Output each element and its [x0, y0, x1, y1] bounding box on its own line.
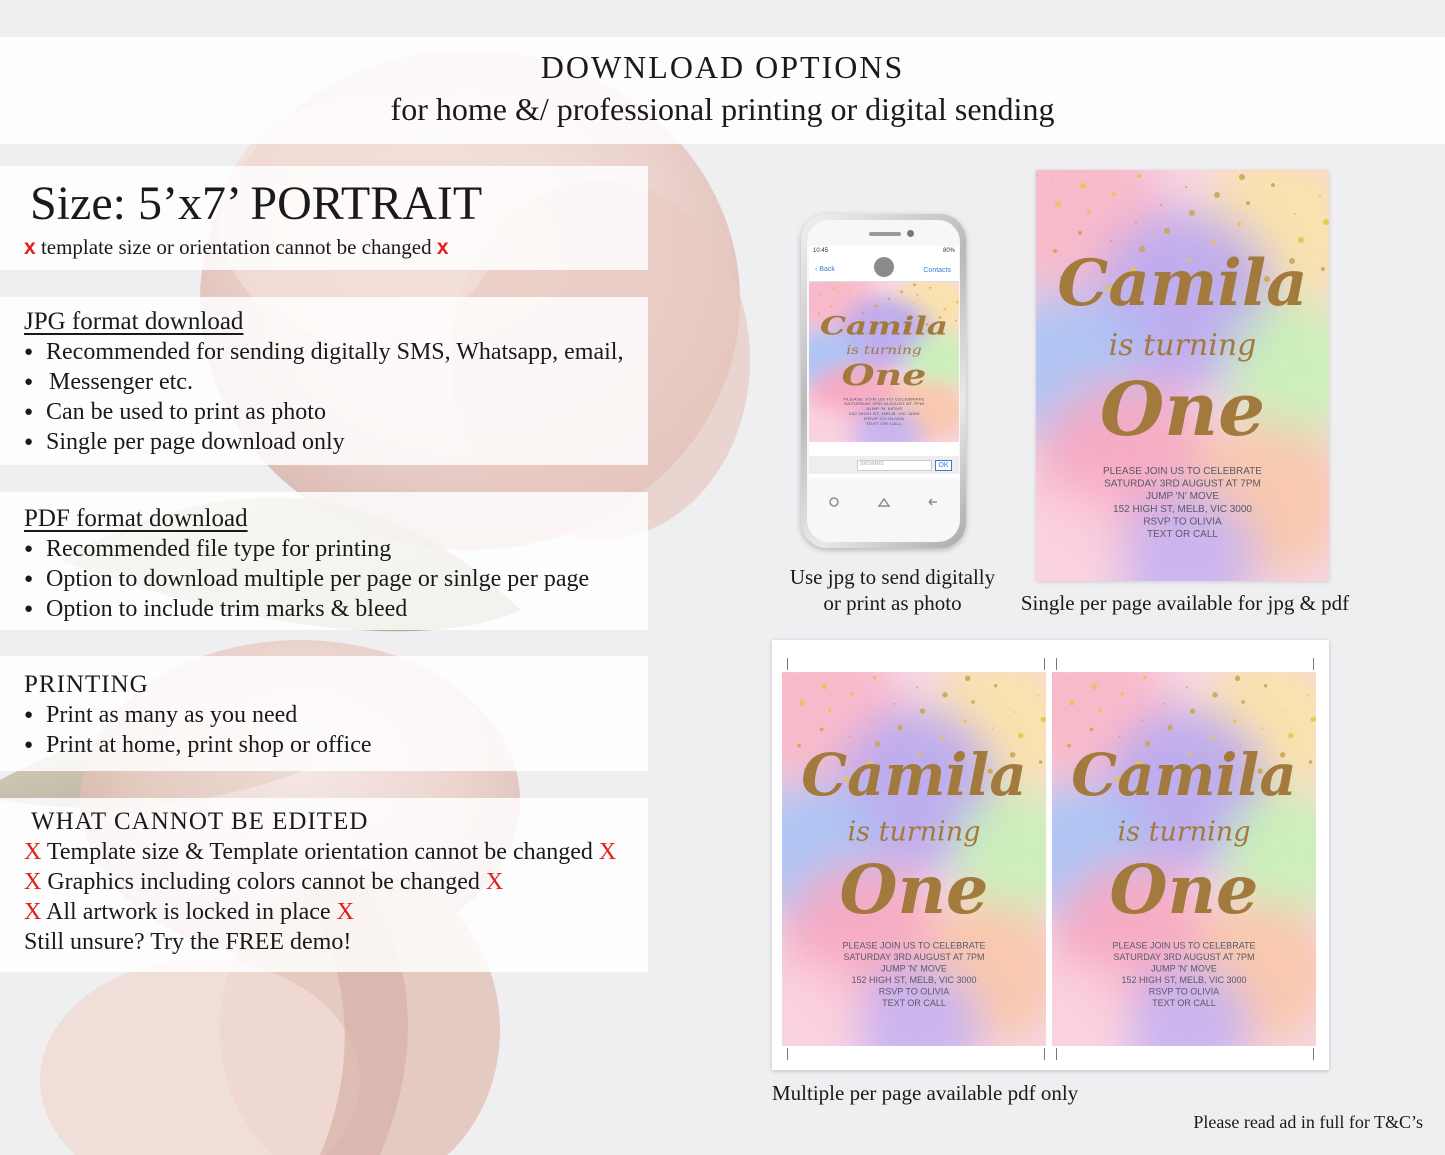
- glitter-dot: [1239, 174, 1245, 180]
- invite-age: One: [839, 849, 989, 930]
- glitter-dot: [963, 719, 967, 723]
- phone-caption: [770, 564, 1015, 616]
- glitter-dot: [848, 291, 850, 293]
- glitter-dot: [797, 744, 801, 748]
- glitter-dot: [894, 703, 896, 705]
- edit-line: [24, 897, 648, 927]
- list-item: ● Recommended file type for printing: [24, 534, 648, 564]
- glitter-dot: [847, 309, 848, 310]
- edit-line: [24, 867, 648, 897]
- glitter-dot: [1055, 201, 1061, 207]
- glitter-dot: [1323, 219, 1329, 225]
- trim-mark: [1044, 658, 1045, 670]
- single-invitation-card: [1036, 170, 1329, 581]
- glitter-dot: [831, 306, 833, 308]
- x-mark-icon: x: [24, 236, 36, 259]
- phone-mockup: [801, 214, 966, 548]
- invite-detail-line: JUMP 'N' MOVE: [1151, 963, 1217, 974]
- invite-detail-line: TEXT OR CALL: [1152, 997, 1216, 1008]
- glitter-dot: [1288, 733, 1293, 738]
- invite-detail-line: SATURDAY 3RD AUGUST AT 7PM: [1104, 478, 1261, 490]
- status-bar: [809, 246, 959, 256]
- footer-note: Please read ad in full for T&C’s: [1193, 1112, 1423, 1132]
- glitter-dot: [912, 302, 914, 304]
- glitter-dot: [955, 320, 957, 322]
- invite-detail-line: JUMP 'N' MOVE: [1145, 491, 1220, 503]
- invite-age: One: [1109, 849, 1259, 930]
- glitter-dot: [1307, 695, 1309, 697]
- invite-detail-line: RSVP TO OLIVIA: [864, 416, 904, 421]
- glitter-dot: [1051, 177, 1053, 179]
- invite-age: One: [1099, 367, 1266, 453]
- trim-mark: [787, 1048, 788, 1060]
- page-title: DOWNLOAD OPTIONS: [540, 49, 905, 85]
- invite-detail-line: SATURDAY 3RD AUGUST AT 7PM: [1113, 952, 1255, 963]
- glitter-dot: [1143, 676, 1147, 680]
- glitter-dot: [1269, 231, 1271, 233]
- glitter-dot: [929, 287, 931, 289]
- header-banner: [0, 37, 1445, 144]
- invite-detail-line: JUMP 'N' MOVE: [865, 406, 903, 412]
- glitter-dot: [1164, 228, 1170, 234]
- glitter-dot: [1262, 728, 1264, 730]
- glitter-dot: [1167, 725, 1172, 730]
- glitter-dot: [1069, 700, 1074, 705]
- invite-detail-line: RSVP TO OLIVIA: [878, 986, 950, 997]
- edit-line: [24, 837, 648, 867]
- glitter-dot: [1110, 240, 1112, 242]
- glitter-dot: [994, 684, 998, 688]
- status-time: 10:45: [813, 248, 829, 254]
- phone-screen: [809, 246, 959, 478]
- glitter-dot: [1066, 678, 1068, 680]
- glitter-dot: [956, 301, 959, 303]
- glitter-dot: [1098, 708, 1102, 712]
- glitter-dot: [1311, 717, 1316, 722]
- invite-detail-line: 152 HIGH ST, MELB, VIC 3000: [1113, 503, 1252, 515]
- message-nav: [809, 256, 959, 282]
- glitter-dot: [1053, 249, 1057, 253]
- glitter-dot: [1067, 744, 1071, 748]
- trim-mark: [1044, 1048, 1045, 1060]
- glitter-dot: [1018, 733, 1023, 738]
- glitter-dot: [828, 708, 832, 712]
- glitter-dot: [1119, 736, 1121, 738]
- invite-detail-line: 152 HIGH ST, MELB, VIC 3000: [848, 411, 920, 416]
- glitter-dot: [897, 725, 902, 730]
- pdf-panel: [0, 492, 648, 630]
- glitter-dot: [1235, 676, 1240, 681]
- glitter-dot: [885, 288, 886, 289]
- glitter-dot: [873, 676, 877, 680]
- glitter-dot: [971, 700, 975, 704]
- invitation-preview: [809, 282, 959, 442]
- glitter-dot: [928, 306, 929, 307]
- list-item: ● Option to download multiple per page or sinlge per page: [24, 564, 648, 594]
- glitter-dot: [1014, 711, 1016, 713]
- x-mark-icon: X: [336, 899, 354, 925]
- invite-detail-line: PLEASE JOIN US TO CELEBRATE: [842, 940, 986, 951]
- glitter-dot: [899, 309, 901, 311]
- glitter-dot: [849, 736, 851, 738]
- glitter-dot: [1214, 192, 1220, 198]
- glitter-dot: [818, 313, 820, 315]
- glitter-dot: [943, 308, 946, 310]
- glitter-dot: [1160, 204, 1162, 206]
- glitter-dot: [1190, 708, 1195, 713]
- glitter-dot: [1087, 210, 1091, 214]
- edit-line-text: Graphics including colors cannot be changed: [47, 869, 480, 895]
- glitter-dot: [1233, 719, 1237, 723]
- invitation-card-left: [782, 672, 1046, 1046]
- glitter-dot: [872, 295, 873, 296]
- glitter-dot: [1309, 760, 1313, 764]
- glitter-dot: [817, 285, 818, 286]
- glitter-dot: [1185, 186, 1187, 188]
- invite-detail-line: TEXT OR CALL: [1147, 529, 1218, 540]
- trim-mark: [1313, 1048, 1314, 1060]
- glitter-dot: [1246, 201, 1250, 205]
- list-item: ● Single per page download only: [24, 427, 648, 457]
- phone-speaker: [869, 232, 901, 236]
- glitter-dot: [1112, 192, 1116, 196]
- glitter-dot: [941, 736, 945, 740]
- size-note-text: template size or orientation cannot be changed: [40, 235, 432, 259]
- contacts-link: Contacts: [923, 267, 951, 274]
- avatar-icon: [874, 257, 894, 277]
- size-note: [24, 234, 648, 261]
- x-mark-icon: X: [598, 839, 617, 865]
- glitter-dot: [1120, 692, 1124, 696]
- glitter-dot: [850, 692, 854, 696]
- invite-turning: is turning: [1117, 816, 1251, 848]
- glitter-dot: [1164, 703, 1166, 705]
- glitter-dot: [916, 687, 918, 689]
- invite-detail-line: PLEASE JOIN US TO CELEBRATE: [1103, 466, 1262, 477]
- ok-button: OK: [935, 460, 952, 471]
- glitter-dot: [861, 284, 863, 286]
- invite-detail-line: 152 HIGH ST, MELB, VIC 3000: [1121, 974, 1247, 986]
- edit-line-text: Template size & Template orientation cannot be changed: [46, 839, 593, 865]
- x-mark-icon: X: [24, 839, 42, 865]
- glitter-dot: [1141, 719, 1143, 721]
- invite-detail-line: RSVP TO OLIVIA: [1143, 516, 1222, 528]
- pdf-heading: PDF format download: [24, 505, 248, 532]
- invite-name: Camila: [1057, 246, 1308, 321]
- glitter-dot: [1241, 700, 1245, 704]
- glitter-dot: [1211, 736, 1215, 740]
- glitter-dot: [1039, 760, 1043, 764]
- x-mark-icon: x: [436, 236, 449, 259]
- x-mark-icon: X: [485, 869, 504, 895]
- printing-heading: PRINTING: [24, 671, 149, 698]
- glitter-dot: [1135, 222, 1137, 224]
- invite-detail-line: 152 HIGH ST, MELB, VIC 3000: [851, 974, 977, 986]
- invite-detail-line: SATURDAY 3RD AUGUST AT 7PM: [843, 952, 985, 963]
- glitter-dot: [860, 302, 861, 303]
- invite-detail-line: PLEASE JOIN US TO CELEBRATE: [843, 396, 925, 402]
- page-subtitle: for home &/ professional printing or digital sending: [390, 91, 1055, 127]
- glitter-dot: [942, 692, 947, 697]
- glitter-dot: [1321, 267, 1325, 271]
- invite-detail-line: JUMP 'N' MOVE: [881, 963, 947, 974]
- glitter-dot: [917, 294, 919, 296]
- list-item: ● Can be used to print as photo: [24, 397, 648, 427]
- trim-mark: [1313, 658, 1314, 670]
- glitter-dot: [920, 708, 925, 713]
- list-item: ● Print as many as you need: [24, 700, 648, 730]
- glitter-dot: [941, 299, 942, 300]
- demo-line: Still unsure? Try the FREE demo!: [24, 929, 352, 955]
- invite-detail-line: PLEASE JOIN US TO CELEBRATE: [1112, 940, 1256, 951]
- glitter-dot: [1319, 195, 1321, 197]
- back-link: ‹ Back: [815, 266, 835, 273]
- message-input: SMS/MMS: [857, 460, 932, 471]
- phone-caption-line: or print as photo: [823, 591, 962, 615]
- glitter-dot: [1271, 183, 1275, 187]
- jpg-heading: JPG format download: [24, 308, 244, 335]
- phone-keys: [809, 480, 959, 530]
- glitter-dot: [965, 676, 970, 681]
- glitter-dot: [871, 719, 873, 721]
- invite-name: Camila: [801, 740, 1027, 809]
- glitter-dot: [796, 678, 798, 680]
- multiple-caption: Multiple per page available pdf only: [772, 1081, 1079, 1105]
- glitter-dot: [1212, 692, 1217, 697]
- phone-caption-line: Use jpg to send digitally: [789, 565, 996, 589]
- glitter-dot: [900, 291, 903, 293]
- printing-list: [24, 700, 648, 760]
- glitter-dot: [1080, 183, 1086, 189]
- camera-icon: [907, 230, 914, 237]
- jpg-list: [24, 337, 648, 457]
- invite-detail-line: TEXT OR CALL: [865, 421, 903, 426]
- glitter-dot: [887, 298, 890, 300]
- invite-name: Camila: [819, 311, 949, 341]
- glitter-dot: [1294, 213, 1296, 215]
- invite-detail-line: SATURDAY 3RD AUGUST AT 7PM: [844, 401, 924, 407]
- glitter-dot: [819, 294, 822, 296]
- print-sheet: [772, 640, 1329, 1070]
- glitter-dot: [1186, 687, 1188, 689]
- printing-panel: [0, 656, 648, 771]
- glitter-dot: [1189, 210, 1195, 216]
- size-title: Size: 5’x7’ PORTRAIT: [30, 177, 483, 230]
- x-mark-icon: X: [24, 869, 42, 895]
- glitter-dot: [1090, 728, 1094, 732]
- message-input-bar: [809, 456, 959, 474]
- trim-mark: [787, 658, 788, 670]
- glitter-dot: [1298, 237, 1304, 243]
- glitter-dot: [1137, 174, 1141, 178]
- glitter-dot: [1284, 711, 1286, 713]
- status-battery: 80%: [942, 248, 955, 254]
- trim-mark: [1056, 1048, 1057, 1060]
- glitter-dot: [1237, 222, 1241, 226]
- list-item-continuation: ● Messenger etc.: [24, 367, 648, 397]
- glitter-dot: [1078, 231, 1082, 235]
- cannot-edit-panel: [0, 798, 648, 972]
- glitter-dot: [1264, 684, 1268, 688]
- trim-mark: [1056, 658, 1057, 670]
- invite-detail-line: TEXT OR CALL: [882, 997, 946, 1008]
- cannot-edit-heading: WHAT CANNOT BE EDITED: [31, 808, 369, 835]
- invite-turning: is turning: [1108, 328, 1257, 363]
- invite-detail-line: RSVP TO OLIVIA: [1148, 986, 1220, 997]
- glitter-dot: [820, 728, 824, 732]
- invite-age: One: [841, 357, 927, 393]
- glitter-dot: [1041, 717, 1046, 722]
- edit-line-text: All artwork is locked in place: [46, 899, 331, 925]
- invite-turning: is turning: [847, 816, 981, 848]
- list-item: ● Option to include trim marks & bleed: [24, 594, 648, 624]
- pdf-list: [24, 534, 648, 624]
- glitter-dot: [832, 287, 835, 289]
- glitter-dot: [992, 728, 994, 730]
- glitter-dot: [954, 292, 955, 293]
- jpg-panel: [0, 297, 648, 465]
- glitter-dot: [1037, 695, 1039, 697]
- glitter-dot: [799, 700, 804, 705]
- glitter-dot: [835, 298, 837, 300]
- invite-name: Camila: [1071, 740, 1297, 809]
- size-panel: [0, 166, 648, 270]
- x-mark-icon: X: [24, 899, 42, 925]
- glitter-dot: [913, 284, 916, 286]
- single-caption: Single per page available for jpg & pdf: [1020, 591, 1350, 615]
- invite-turning: is turning: [846, 343, 922, 358]
- list-item: ● Print at home, print shop or office: [24, 730, 648, 760]
- glitter-dot: [1092, 684, 1097, 689]
- glitter-dot: [875, 305, 878, 307]
- invitation-card-right: [1052, 672, 1316, 1046]
- glitter-dot: [1212, 240, 1216, 244]
- glitter-dot: [822, 684, 827, 689]
- list-item: ● Recommended for sending digitally SMS, Whatsapp, email,: [24, 337, 648, 367]
